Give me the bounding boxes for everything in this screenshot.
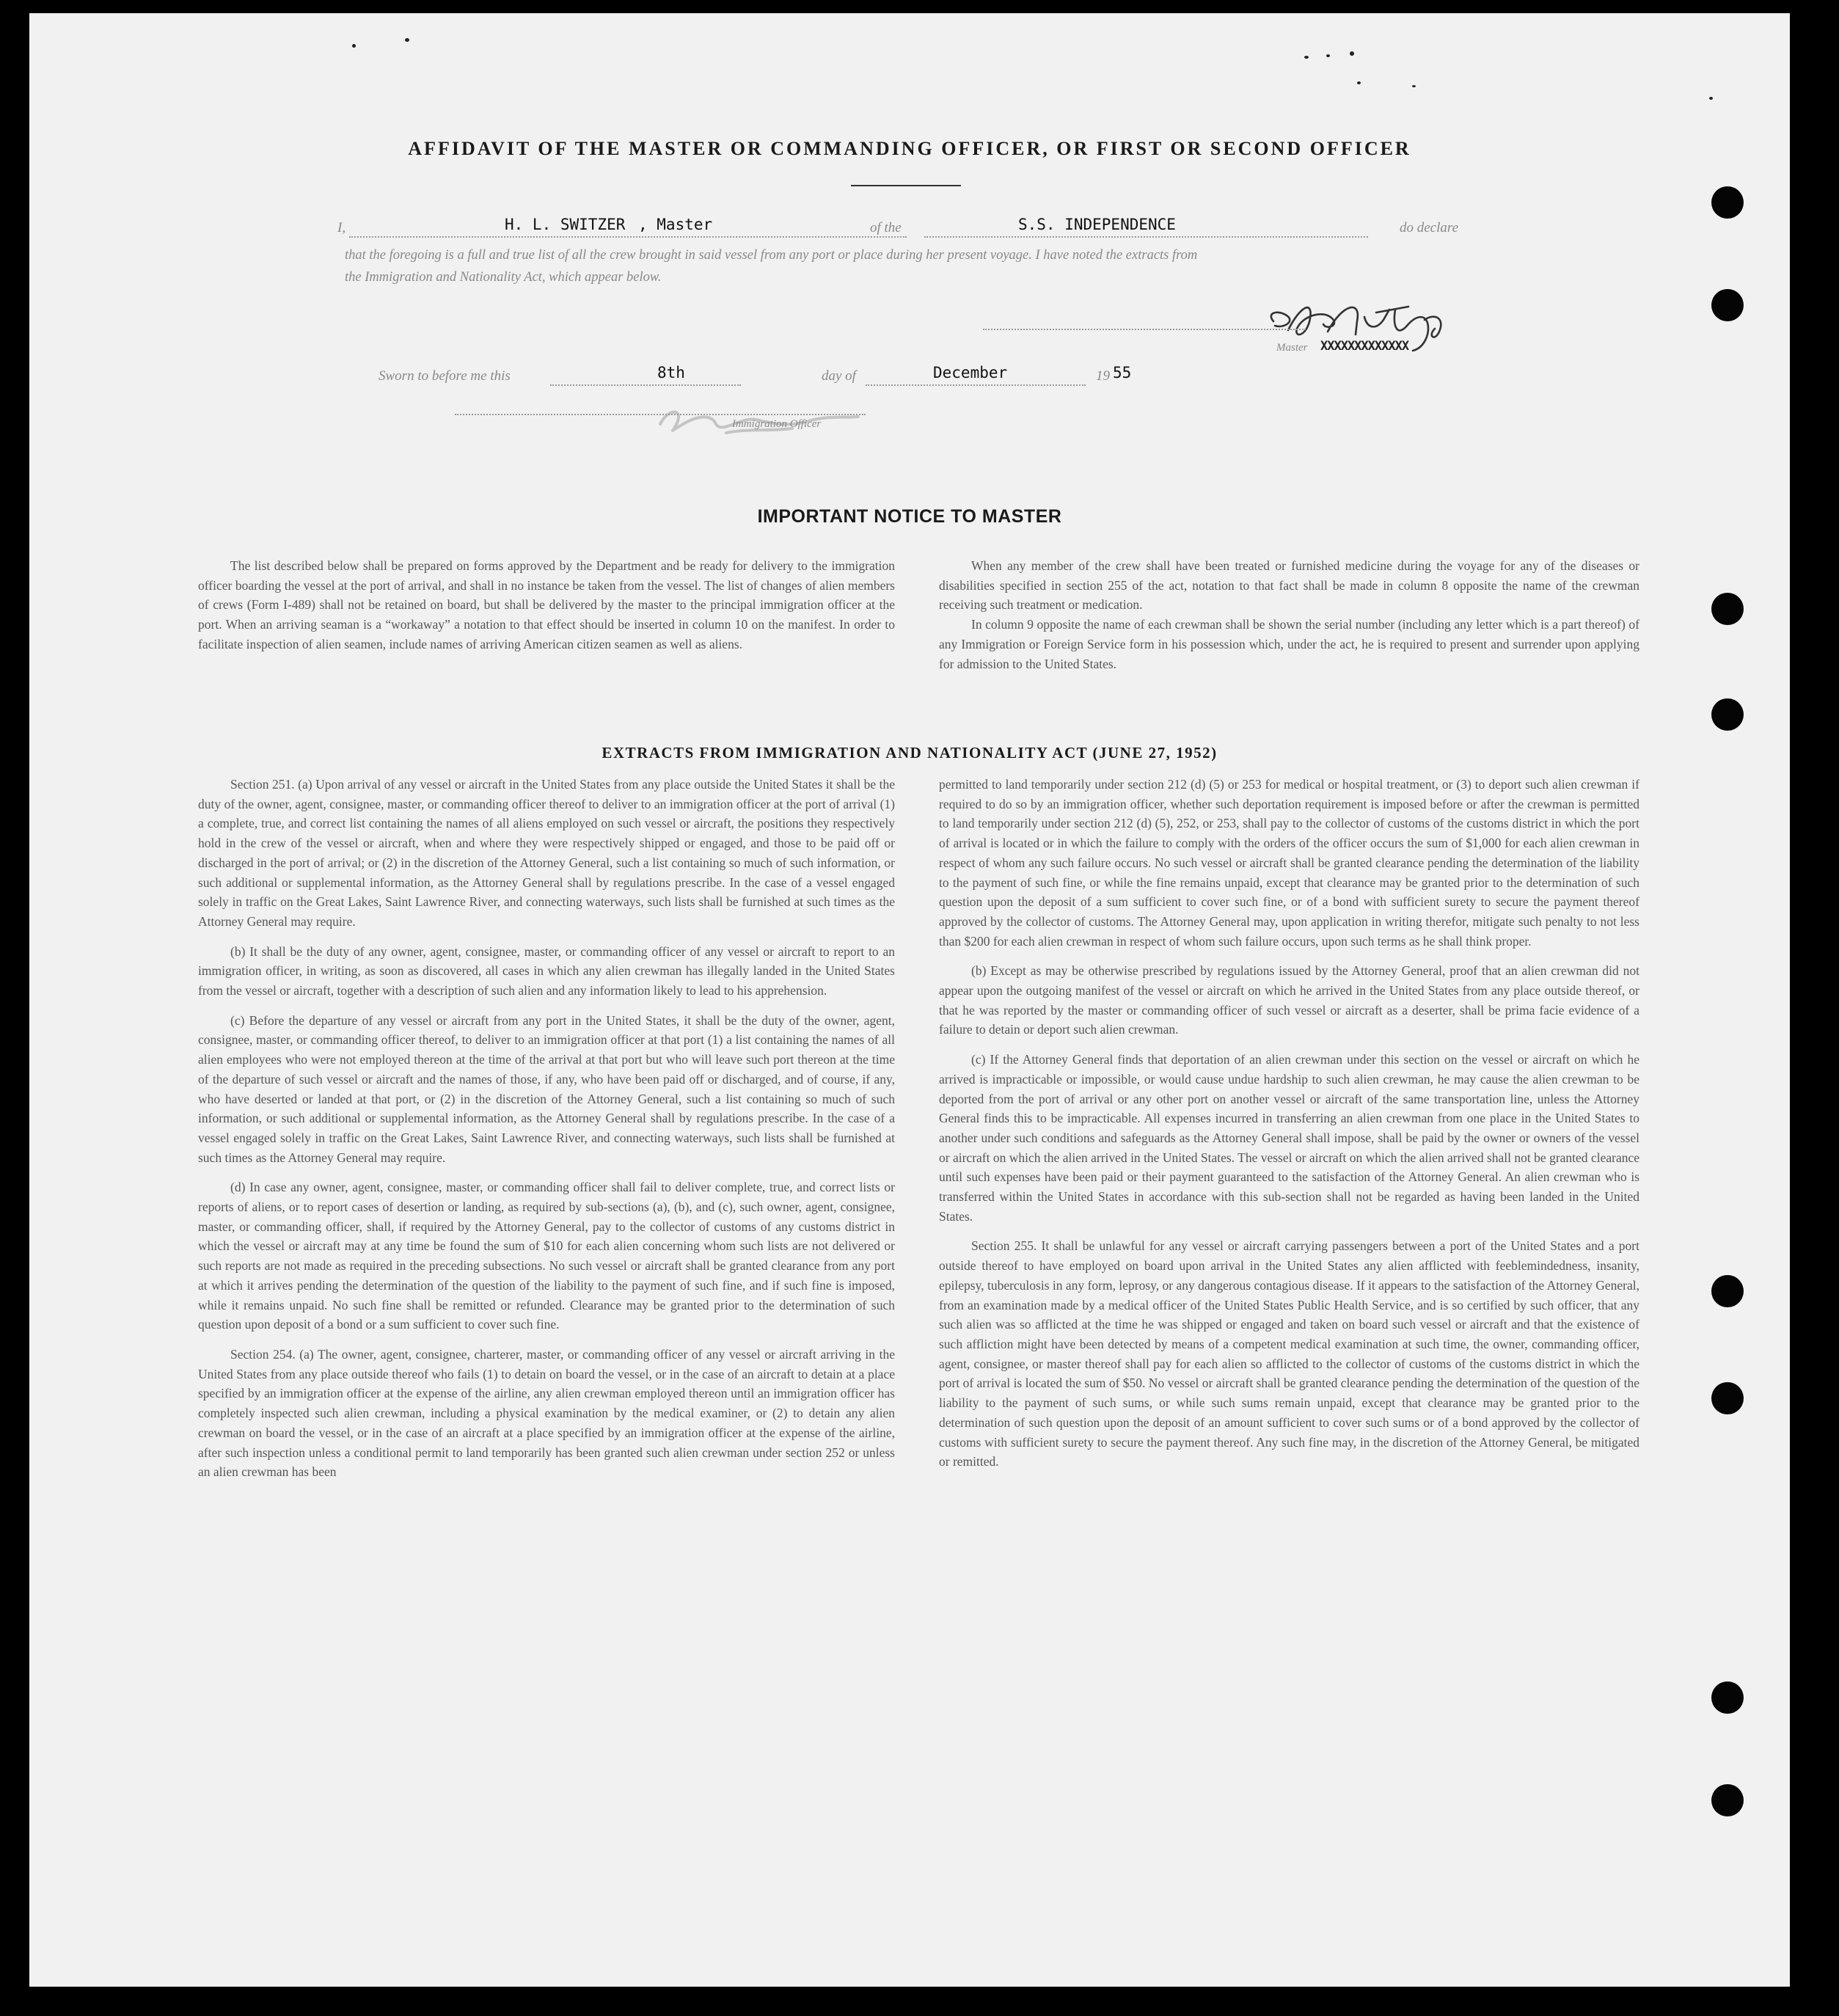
scan-speck xyxy=(1709,97,1713,100)
section-255: Section 255. It shall be unlawful for any vessel or aircraft carrying passengers between a port of the United States and a port outside thereof to have employed on board upon arrival in the United States any alien afflicted with feeblemindedness, insanity, epilepsy, tuberculosis in any form, leprosy, or any dangerous contagious disease. If it appears to the satisfaction of the Attorney General, from an examination made by a medical officer of the United States Public Health Service, and is so certified by such officer, that any such alien was so afflicted at the time he was shipped or engaged and taken on board such vessel or aircraft and that the existence of such affliction might have been detected by means of a competent medical examination at such time, the owner, commanding officer, agent, consignee, or master thereof shall pay for each alien so afflicted to the collector of customs of the customs district in which the port of arrival is located the sum of $50. No vessel or aircraft shall be granted clearance pending the determination of the question of the liability to the payment of such sums, or while such sums remain unpaid, except that clearance may be granted prior to the determination of such question upon the deposit of an amount sufficient to cover such sums or of a bond approved by the collector of customs with sufficient surety to secure the payment thereof. Any such fine may, in the discretion of the Attorney General, be mitigated or remitted. xyxy=(939,1238,1639,1469)
punch-hole xyxy=(1711,1382,1744,1414)
notice-title: IMPORTANT NOTICE TO MASTER xyxy=(757,506,1062,527)
vessel-line xyxy=(924,236,1368,238)
notice-right-paragraph-2: In column 9 opposite the name of each crewman shall be shown the serial number (including any letter which is a part thereof) of any Immigration or Foreign Service form in his possession which, under the act, he is required to present and surrender upon applying for admission to the United States. xyxy=(939,617,1639,671)
sworn-month-line xyxy=(866,384,1086,386)
scan-speck xyxy=(1350,51,1354,56)
scan-speck xyxy=(1304,56,1309,59)
punch-hole xyxy=(1711,698,1744,731)
scan-speck xyxy=(1326,54,1330,57)
do-declare-label: do declare xyxy=(1400,220,1459,235)
statement-line-2: the Immigration and Nationality Act, which appear below. xyxy=(345,270,662,285)
sworn-day: 8th xyxy=(657,364,685,381)
affidavit-title: AFFIDAVIT OF THE MASTER OR COMMANDING OFFICER, OR FIRST OR SECOND OFFICER xyxy=(408,138,1411,159)
notice-right-column xyxy=(939,556,1639,673)
extracts-title: EXTRACTS FROM IMMIGRATION AND NATIONALITY ACT (JUNE 27, 1952) xyxy=(602,744,1218,762)
master-name: H. L. SWITZER xyxy=(505,216,626,233)
punch-hole xyxy=(1711,1275,1744,1307)
immigration-officer-label: Immigration Officer xyxy=(732,418,822,430)
section-254-c: (c) If the Attorney General finds that deportation of an alien crewman under this section on the vessel or aircraft on which he arrived is impracticable or impossible, or would cause undue hardship to such alien crewman, he may cause the alien crewman to be deported from the port of arrival or any other port on another vessel or aircraft of the same transportation line, unless the Attorney General finds this to be impracticable. All expenses incurred in transferring an alien crewman from one place in the United States to another under such conditions and safeguards as the Attorney General shall impose, shall be paid by the owner or owners of the vessel or aircraft on which the alien arrived in the United States. The vessel or aircraft on which the alien arrived shall not be granted clearance until such expenses have been paid or their payment guaranteed to the satisfaction of the Attorney General. An alien crewman who is transferred within the United States in accordance with this sub-section shall not be regarded as having been landed in the United States. xyxy=(939,1052,1639,1224)
title-rule xyxy=(851,185,961,186)
punch-hole xyxy=(1711,1681,1744,1714)
section-251-b: (b) It shall be the duty of any owner, agent, consignee, master, or commanding officer of any vessel or aircraft to report to an immigration officer, in writing, as soon as discovered, all cases in which any alien crewman has illegally landed in the United States from the vessel or aircraft, together with a description of such alien and any information likely to lead to his apprehension. xyxy=(198,943,895,998)
notice-right-paragraph-1: When any member of the crew shall have been treated or furnished medicine during the voyage for any of the diseases or disabilities specified in section 255 of the act, notation to that fact shall be made in column 8 opposite the name of the crewman receiving such treatment or medication. xyxy=(939,558,1639,613)
i-label: I, xyxy=(337,220,346,235)
scan-speck xyxy=(405,38,409,42)
section-254-a: Section 254. (a) The owner, agent, consignee, charterer, master, or commanding officer of any vessel or aircraft arriving in the United States from any place outside thereof who fails (1) to detain on board the vessel, or in the case of an aircraft to detain at a place specified by an immigration officer at the expense of the airline, any alien crewman employed thereon until an immigration officer has completely inspected such alien crewman, including a physical examination by the medical examiner, or (2) to detain any alien crewman on board the vessel, or in the case of an aircraft at a place specified by an immigration officer at the expense of the airline, after such inspection unless a conditional permit to land temporarily has been granted such alien crewman under section 252 or unless an alien crewman has been xyxy=(198,1346,895,1480)
punch-hole xyxy=(1711,289,1744,321)
statement-line-1: that the foregoing is a full and true list of all the crew brought in said vessel from any port or place during her present voyage. I have noted the extracts from xyxy=(345,248,1198,263)
section-251-c: (c) Before the departure of any vessel or aircraft from any port in the United States, it shall be the duty of the owner, agent, consignee, master, or commanding officer thereof, to deliver to an immigration officer at that port (1) a list containing the names of all alien employees who were not employed thereon at the time of the arrival at that port but who will leave such port thereon at the time of the departure of such vessel or aircraft and the names of those, if any, who have been paid off or discharged, and of course, if any, who have deserted or landed at that port, or (2) in the discretion of the Attorney General, such a list containing so much of such information, or such additional or supplemental information, as the Attorney General shall by regulations prescribe. In the case of a vessel engaged solely in traffic on the Great Lakes, Saint Lawrence River, and connecting waterways, such lists shall be furnished at such times as the Attorney General may require. xyxy=(198,1012,895,1165)
section-251-d: (d) In case any owner, agent, consignee, master, or commanding officer shall fail to deliver complete, true, and correct lists or reports of aliens, or to report cases of desertion or landing, as required by sub-sections (a), (b), and (c), such owner, agent, consignee, master, or commanding officer, shall, if required by the Attorney General, pay to the collector of customs of any customs district in which the vessel or aircraft may at any time be found the sum of $10 for each alien concerning whom such lists are not delivered or such reports are not made as required in the preceding subsections. No such vessel or aircraft shall be granted clearance from any port at which it arrives pending the determination of the question of the liability to the payment of such fine, and if such fine is imposed, while it remains unpaid. No such fine shall be remitted or refunded. Clearance may be granted prior to the determination of such question upon deposit of a bond or a sum sufficient to cover such fine. xyxy=(198,1180,895,1332)
document-page xyxy=(29,13,1790,1987)
sworn-month: December xyxy=(933,364,1008,381)
punch-hole xyxy=(1711,593,1744,625)
of-the-label: of the xyxy=(870,220,902,235)
section-251-a: Section 251. (a) Upon arrival of any vessel or aircraft in the United States from any place outside the United States it shall be the duty of the owner, agent, consignee, master, or commanding officer thereof to deliver to an immigration officer at the port of arrival (1) a complete, true, and correct list containing the names of all aliens employed on such vessel or aircraft, the positions they respectively hold in the crew of the vessel or aircraft, when and where they were respectively shipped or engaged, and those to be paid off or discharged in the port of arrival; or (2) in the discretion of the Attorney General, such a list containing so much of such information, or such additional or supplemental information, as the Attorney General shall by regulations prescribe. In the case of a vessel engaged solely in traffic on the Great Lakes, Saint Lawrence River, and connecting waterways, such lists shall be furnished at such times as the Attorney General may require. xyxy=(198,777,895,929)
sworn-day-line xyxy=(550,384,741,386)
name-line xyxy=(349,236,907,238)
section-254-b: (b) Except as may be otherwise prescribed by regulations issued by the Attorney General, proof that an alien crewman did not appear upon the outgoing manifest of the vessel or aircraft on which he arrived in the United States from any place outside thereof, or that he was reported by the master or commanding officer of such vessel or aircraft as a deserter, shall be prima facie evidence of a failure to detain or deport such alien crewman. xyxy=(939,963,1639,1037)
sworn-label: Sworn to before me this xyxy=(379,368,511,384)
notice-left-paragraph: The list described below shall be prepared on forms approved by the Department and be ready for delivery to the immigration officer boarding the vessel at the port of arrival, and shall in no instance be taken from the vessel. The list of changes of alien members of crews (Form I-489) shall not be retained on board, but shall be delivered by the master to the principal immigration officer at the port. When an arriving seaman is a “workaway” a notation to that effect should be inserted in column 10 on the manifest. In order to facilitate inspection of alien seamen, include names of arriving American citizen seamen as well as aliens. xyxy=(198,558,895,651)
section-254-a-continued: permitted to land temporarily under section 212 (d) (5) or 253 for medical or hospital treatment, or (3) to deport such alien crewman if required to do so by an immigration officer, whether such deportation requirement is imposed before or after the crewman is permitted to land temporarily under section 212 (d) (5), 252, or 253, shall pay to the collector of customs of the customs district in which the port of arrival is located or in which the failure to comply with the orders of the officer occurs the sum of $1,000 for each alien crewman in respect of whom any such failure occurs. No such vessel or aircraft shall be granted clearance pending the determination of the liability to the payment of such fine, or while the fine remains unpaid, except that clearance may be granted prior to the determination of such question upon the deposit of a sum sufficient to cover such fine, or of a bond with sufficient surety to secure the payment thereof approved by the collector of customs. The Attorney General may, upon application in writing therefor, mitigate such penalty to not less than $200 for each alien crewman in respect of whom such failure occurs, upon such terms as he shall think proper. xyxy=(939,777,1639,949)
master-rank: , Master xyxy=(638,216,713,233)
scan-speck xyxy=(1412,85,1416,87)
year-prefix: 19 xyxy=(1096,368,1110,384)
master-signature-line xyxy=(983,329,1306,330)
immigration-officer-line xyxy=(455,414,866,415)
extracts-right-column xyxy=(939,775,1639,1472)
scan-speck xyxy=(352,44,356,48)
sworn-year: 55 xyxy=(1113,364,1132,381)
day-of-label: day of xyxy=(822,368,856,384)
punch-hole xyxy=(1711,1784,1744,1816)
notice-left-column xyxy=(198,556,895,654)
extracts-left-column xyxy=(198,775,895,1482)
master-label: Master xyxy=(1276,342,1308,354)
vessel-name: S.S. INDEPENDENCE xyxy=(1018,216,1176,233)
master-strikeout: XXXXXXXXXXXXX xyxy=(1320,339,1409,354)
punch-hole xyxy=(1711,186,1744,219)
scan-speck xyxy=(1357,81,1361,84)
